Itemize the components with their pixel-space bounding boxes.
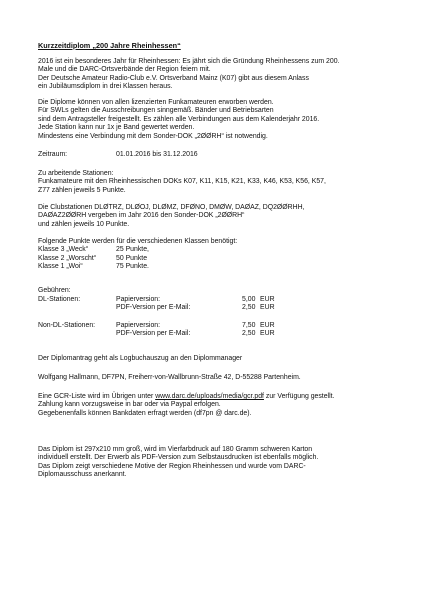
class-name: Klasse 2 „Worscht“ bbox=[38, 254, 97, 262]
closing-paragraph bbox=[38, 446, 410, 480]
application-text: Der Diplomantrag geht als Logbuchauszug an den Diplommanager bbox=[38, 355, 243, 362]
intro-line: Der Deutsche Amateur Radio-Club e.V. Ortsverband Mainz (K07) gibt aus diesem Anlass bbox=[38, 74, 309, 82]
fee-group: DL-Stationen: bbox=[38, 296, 81, 303]
fee-currency: EUR bbox=[260, 322, 275, 329]
conditions-line: Jede Station kann nur 1x je Band gewertet werden. bbox=[38, 124, 195, 132]
fee-type: PDF-Version per E-Mail: bbox=[116, 304, 191, 312]
payment-line: Zahlung kann vorzugsweise in bar oder via Paypal erfolgen. bbox=[38, 401, 221, 409]
fee-amount: 2,50 bbox=[242, 330, 256, 338]
conditions-paragraph bbox=[38, 99, 410, 141]
fee-row bbox=[38, 296, 410, 304]
clubstations-line: und zählen jeweils 10 Punkte. bbox=[38, 220, 130, 228]
fee-amount: 7,50 bbox=[242, 322, 256, 329]
gcr-paragraph bbox=[38, 393, 410, 418]
fee-type: Papierversion: bbox=[116, 296, 161, 303]
fee-currency: EUR bbox=[260, 330, 275, 338]
points-intro: Folgende Punkte werden für die verschiedenen Klassen benötigt: bbox=[38, 238, 238, 245]
class-row bbox=[38, 255, 410, 263]
fee-amount: 5,00 bbox=[242, 296, 256, 303]
fee-row bbox=[38, 304, 410, 312]
class-name: Klasse 3 „Weck“ bbox=[38, 246, 89, 254]
class-points: 25 Punkte, bbox=[116, 246, 149, 254]
clubstations-line: Die Clubstationen DLØTRZ, DLØOJ, DLØMZ, DFØNO, DMØW, DAØAZ, DQ2ØØRHH, bbox=[38, 204, 305, 211]
class-row bbox=[38, 263, 410, 271]
fee-currency: EUR bbox=[260, 304, 275, 312]
intro-line: Male und die DARC-Ortsverbände der Region feiern mit. bbox=[38, 66, 211, 74]
gcr-text-before: Eine GCR-Liste wird im Übrigen unter bbox=[38, 393, 156, 400]
gcr-text-after: zur Verfügung gestellt. bbox=[263, 393, 335, 400]
closing-line: Das Diplom zeigt verschiedene Motive der Region Rheinhessen und wurde vom DARC- bbox=[38, 462, 306, 470]
document-title: Kurzzeitdiplom „200 Jahre Rheinhessen“ bbox=[38, 41, 181, 50]
clubstations-paragraph bbox=[38, 204, 410, 229]
class-points: 50 Punkte bbox=[116, 254, 148, 262]
closing-line: individuell erstellt. Der Erwerb als PDF-Version zum Selbstausdrucken ist ebenfalls möglich. bbox=[38, 454, 319, 462]
period-row bbox=[38, 151, 410, 159]
class-name: Klasse 1 „Woi“ bbox=[38, 263, 83, 271]
class-row bbox=[38, 246, 410, 254]
gcr-line bbox=[38, 393, 410, 401]
conditions-line: Mindestens eine Verbindung mit dem Sonder-DOK „2ØØRH“ ist notwendig. bbox=[38, 132, 268, 140]
conditions-line: Für SWLs gelten die Ausschreibungen sinngemäß. Bänder und Betriebsarten bbox=[38, 107, 274, 115]
fee-row bbox=[38, 322, 410, 330]
intro-paragraph bbox=[38, 58, 410, 92]
period-label: Zeitraum: bbox=[38, 151, 68, 158]
conditions-line: sind dem Antragsteller freigestellt. Es zählen alle Verbindungen aus dem Kalenderjahr 2016. bbox=[38, 115, 320, 123]
conditions-line: Die Diplome können von allen lizenzierten Funkamateuren erworben werden. bbox=[38, 99, 274, 106]
fees-table-non-dl bbox=[38, 322, 410, 339]
fee-currency: EUR bbox=[260, 296, 275, 303]
fee-type: PDF-Version per E-Mail: bbox=[116, 330, 191, 338]
fee-row bbox=[38, 330, 410, 338]
points-section bbox=[38, 238, 410, 272]
fee-group: Non-DL-Stationen: bbox=[38, 322, 96, 329]
fee-type: Papierversion: bbox=[116, 322, 161, 329]
closing-line: Das Diplom ist 297x210 mm groß, wird im Vierfarbdruck auf 180 Gramm schweren Karton bbox=[38, 446, 313, 453]
fees-table bbox=[38, 296, 410, 313]
stations-line: Funkamateure mit den Rheinhessischen DOKs K07, K11, K15, K21, K33, K46, K53, K56, K57, bbox=[38, 178, 326, 186]
gcr-link[interactable]: www.darc.de/uploads/media/gcr.pdf bbox=[155, 393, 264, 400]
stations-line: Zu arbeitende Stationen: bbox=[38, 170, 114, 177]
period-value: 01.01.2016 bis 31.12.2016 bbox=[116, 151, 198, 158]
fees-title: Gebühren: bbox=[38, 287, 71, 294]
fee-amount: 2,50 bbox=[242, 304, 256, 312]
closing-line: Diplomausschuss anerkannt. bbox=[38, 471, 127, 479]
manager-address: Wolfgang Hallmann, DF7PN, Freiherr-von-Wallbrunn-Straße 42, D-55288 Partenheim. bbox=[38, 374, 301, 381]
intro-line: ein Jubiläumsdiplom in drei Klassen heraus. bbox=[38, 83, 173, 91]
bankdata-line: Gegebenenfalls können Bankdaten erfragt werden (df7pn @ darc.de). bbox=[38, 409, 252, 417]
intro-line: 2016 ist ein besonderes Jahr für Rheinhessen: Es jährt sich die Gründung Rheinhessens zum 200. bbox=[38, 58, 340, 65]
stations-line: Z77 zählen jeweils 5 Punkte. bbox=[38, 186, 126, 194]
clubstations-line: DAØAZ2ØØRH vergeben im Jahr 2016 den Sonder-DOK „2ØØRH“ bbox=[38, 212, 245, 220]
stations-paragraph bbox=[38, 170, 410, 195]
class-points: 75 Punkte. bbox=[116, 263, 149, 271]
